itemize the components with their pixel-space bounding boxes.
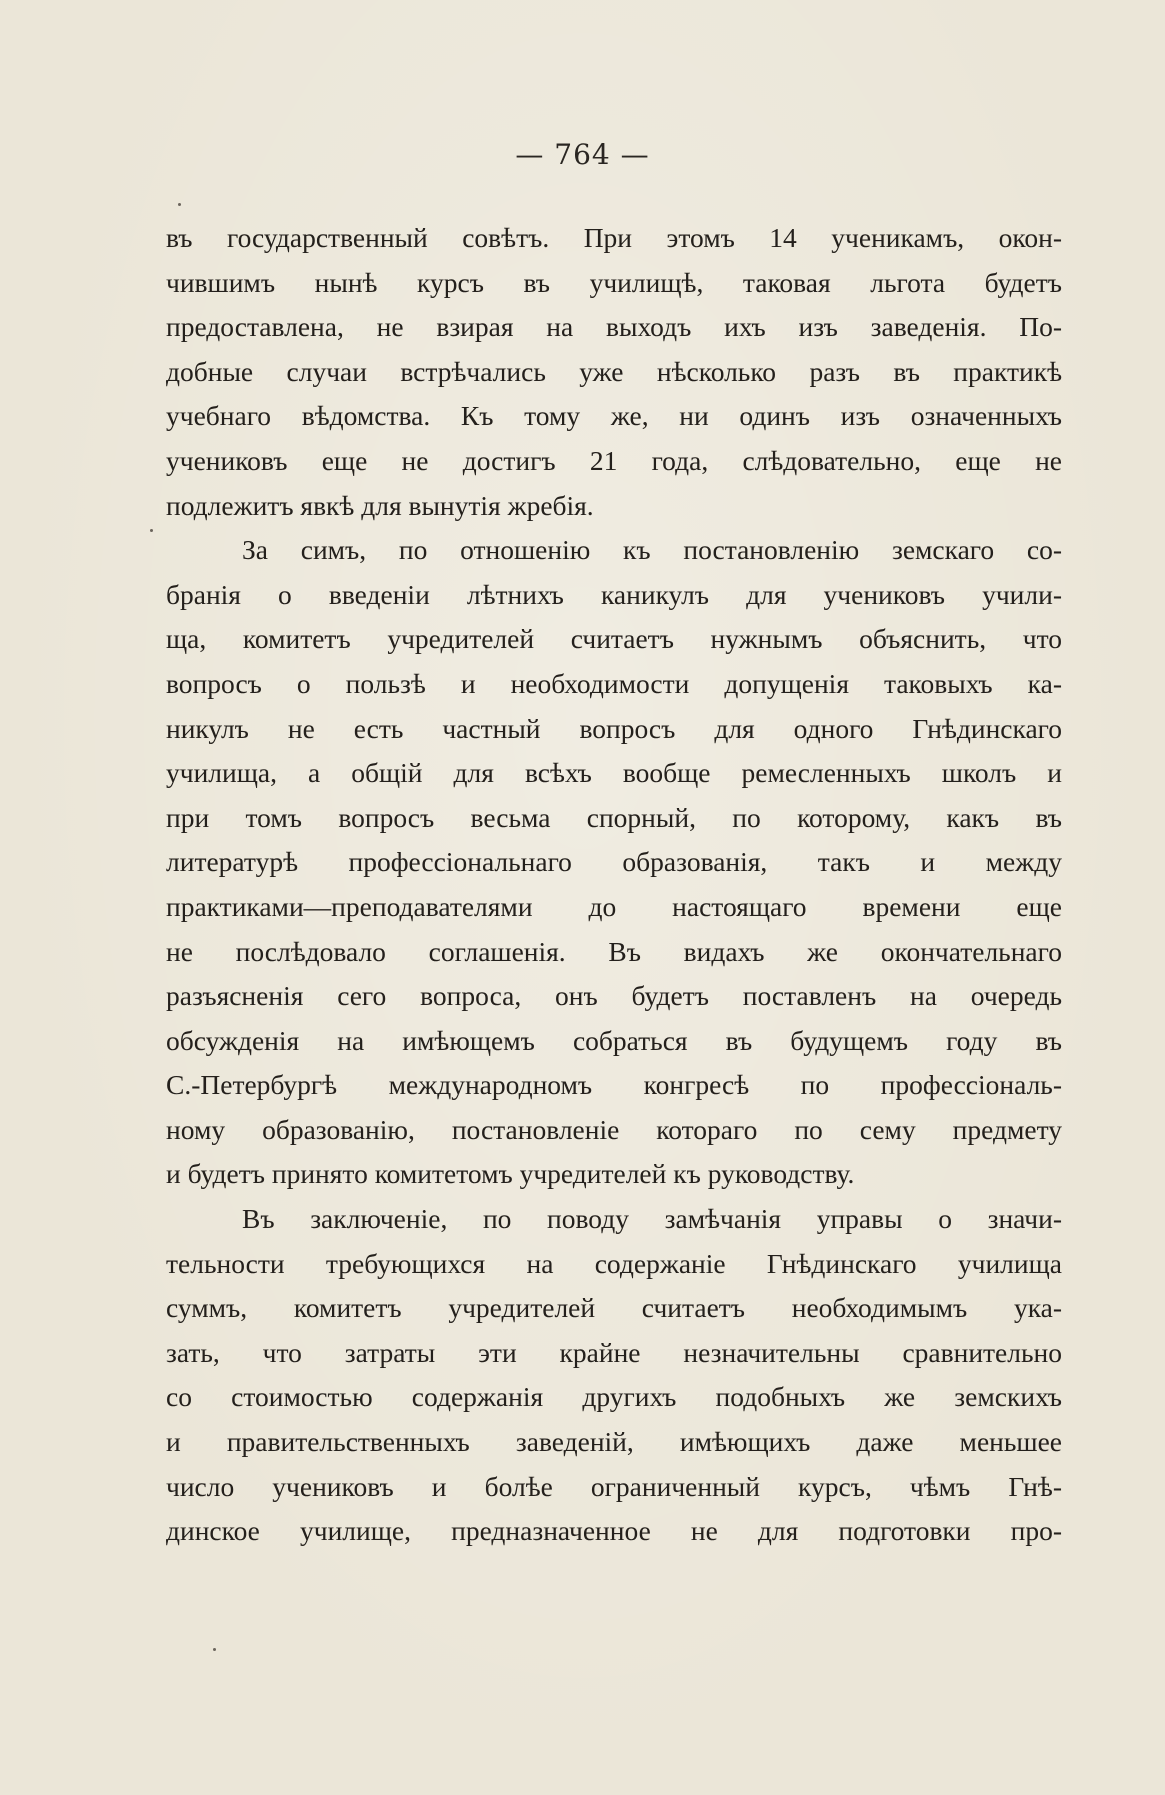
paper-speck: [213, 1648, 216, 1651]
text-line: суммъ, комитетъ учредителей считаетъ необходимымъ ука-: [166, 1292, 1062, 1324]
text-line: число учениковъ и болѣе ограниченный курсъ, чѣмъ Гнѣ-: [166, 1470, 1062, 1502]
text-line: въ государственный совѣтъ. При этомъ 14 ученикамъ, окон-: [166, 222, 1062, 253]
text-line: чившимъ нынѣ курсъ въ училищѣ, таковая льгота будетъ: [166, 266, 1062, 298]
text-line: разъясненія сего вопроса, онъ будетъ поставленъ на очередь: [166, 980, 1062, 1012]
body-text: [166, 216, 1062, 1554]
text-line: обсужденія на имѣющемъ собраться въ будущемъ году въ: [166, 1024, 1062, 1056]
text-line: С.-Петербургѣ международномъ конгресѣ по профессіональ-: [166, 1069, 1062, 1101]
text-line: литературѣ профессіональнаго образованія, такъ и между: [166, 846, 1062, 878]
text-line: учениковъ еще не достигъ 21 года, слѣдовательно, еще не: [166, 444, 1062, 476]
text-line: вопросъ о пользѣ и необходимости допущенія таковыхъ ка-: [166, 667, 1062, 699]
text-line: зать, что затраты эти крайне незначительны сравнительно: [166, 1336, 1062, 1368]
text-line: динское училище, предназначенное не для подготовки про-: [166, 1515, 1062, 1547]
text-line: со стоимостью содержанія другихъ подобныхъ же земскихъ: [166, 1381, 1062, 1413]
page-number: — 764 —: [515, 138, 650, 171]
text-line: училища, а общій для всѣхъ вообще ремесленныхъ школъ и: [166, 757, 1062, 789]
paragraph-start-line: Въ заключеніе, по поводу замѣчанія управы о значи-: [242, 1203, 1062, 1235]
paper-speck: [178, 203, 181, 206]
text-line: не послѣдовало соглашенія. Въ видахъ же окончательнаго: [166, 935, 1062, 967]
text-line: и правительственныхъ заведеній, имѣющихъ даже меньшее: [166, 1426, 1062, 1458]
text-line: тельности требующихся на содержаніе Гнѣдинскаго училища: [166, 1247, 1062, 1279]
text-line: учебнаго вѣдомства. Къ тому же, ни одинъ изъ означенныхъ: [166, 400, 1062, 432]
paper-speck: [150, 529, 153, 532]
text-line: бранія о введеніи лѣтнихъ каникулъ для учениковъ учили-: [166, 578, 1062, 610]
text-line: практиками—преподавателями до настоящаго времени еще: [166, 890, 1062, 922]
text-line: подлежитъ явкѣ для вынутія жребія.: [166, 489, 594, 521]
text-line: никулъ не есть частный вопросъ для одного Гнѣдинскаго: [166, 712, 1062, 744]
paragraph-start-line: За симъ, по отношенію къ постановленію земскаго со-: [242, 534, 1062, 566]
text-line: при томъ вопросъ весьма спорный, по которому, какъ въ: [166, 801, 1062, 833]
text-line: добные случаи встрѣчались уже нѣсколько разъ въ практикѣ: [166, 355, 1062, 387]
text-line: предоставлена, не взирая на выходъ ихъ изъ заведенія. По-: [166, 311, 1062, 343]
text-line: ща, комитетъ учредителей считаетъ нужнымъ объяснить, что: [166, 623, 1062, 655]
text-line: ному образованію, постановленіе котораго по сему предмету: [166, 1113, 1062, 1145]
text-line: и будетъ принято комитетомъ учредителей къ руководству.: [166, 1158, 855, 1190]
